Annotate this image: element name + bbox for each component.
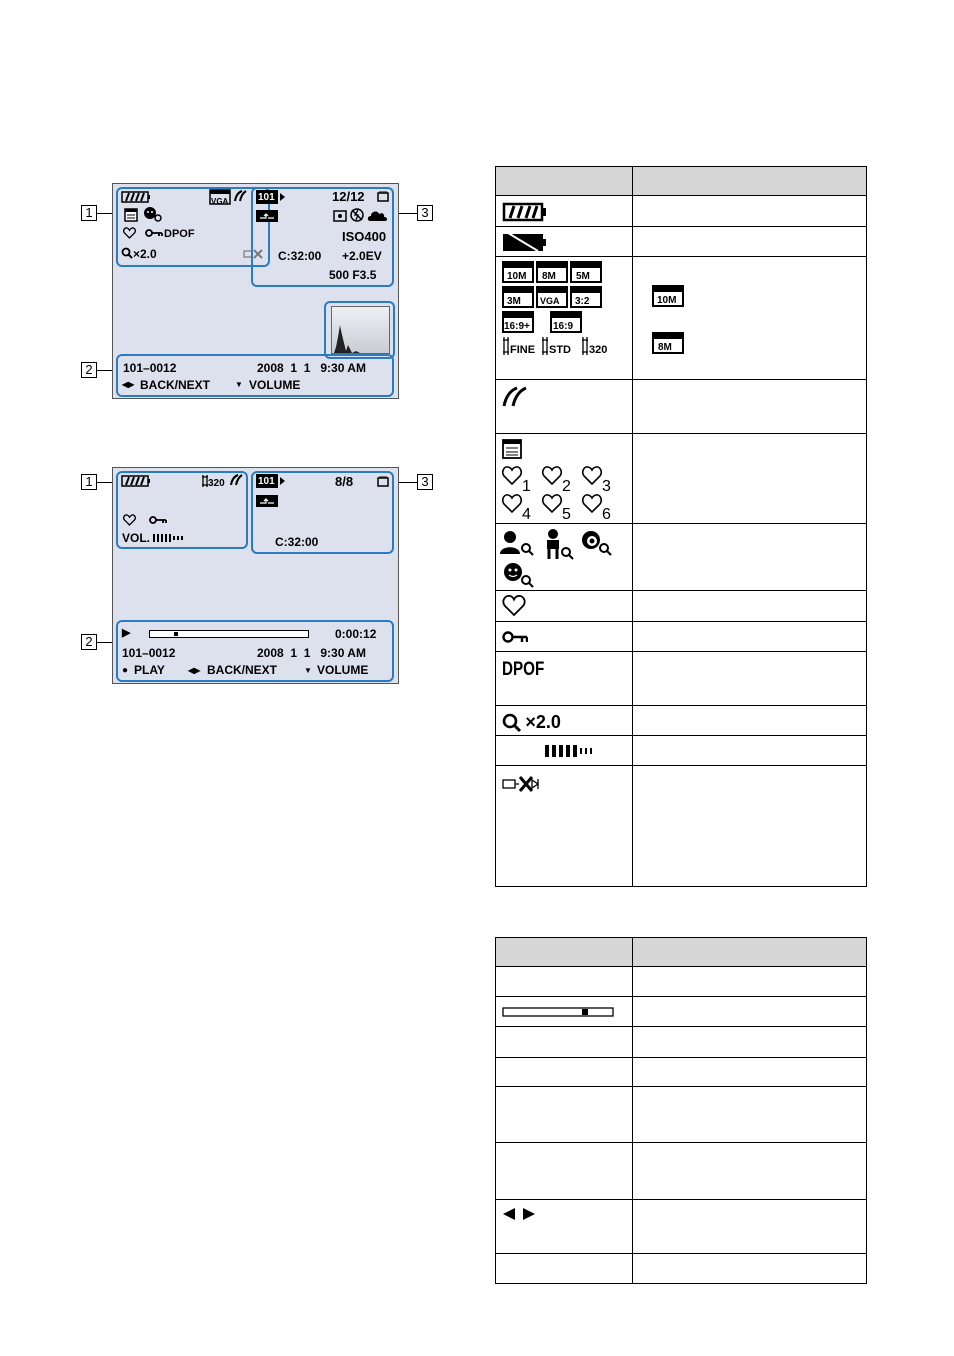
movie-size-label: 320	[208, 478, 225, 489]
folder-transfer-icon	[256, 495, 278, 507]
volume-label: VOLUME	[317, 663, 369, 677]
table-row	[496, 736, 867, 766]
back-next-arrows: ◀▶	[188, 666, 201, 675]
protect-key-icon	[149, 515, 167, 525]
table-row	[496, 1058, 867, 1087]
favorite-number: 2	[562, 478, 571, 495]
image-count: 8/8	[335, 474, 354, 489]
movie-fine-label: FINE	[510, 344, 536, 356]
zoom-value: ×2.0	[525, 712, 561, 732]
callout-leader	[399, 213, 417, 214]
quality-icon	[229, 473, 243, 487]
volume-label: VOLUME	[249, 378, 301, 392]
metering-icon	[333, 210, 347, 222]
size-8m-label: 8M	[542, 271, 556, 282]
still-playback-screen	[112, 183, 399, 399]
memory-icon	[377, 476, 389, 487]
table-cell	[496, 622, 633, 652]
size-3-2-label: 3:2	[575, 296, 590, 307]
white-balance-cloudy-icon	[367, 208, 389, 222]
protect-key-icon	[502, 630, 528, 644]
recording-datetime: 2008 1 1 9:30 AM	[257, 646, 366, 660]
playback-progress-bar[interactable]	[149, 630, 309, 638]
flash-off-icon	[350, 208, 364, 222]
table-cell	[633, 622, 867, 652]
table-cell	[496, 967, 633, 997]
table-cell	[633, 1200, 867, 1254]
favorite-number: 5	[562, 506, 571, 522]
play-dot: ●	[122, 665, 129, 676]
table-cell	[496, 652, 633, 706]
back-next-label: BACK/NEXT	[207, 663, 278, 677]
heart-icon	[123, 514, 136, 526]
back-next-label: BACK/NEXT	[140, 378, 211, 392]
pictbridge-disconnect-icon	[502, 775, 544, 793]
table-row	[496, 524, 867, 591]
battery-empty-icon	[502, 231, 548, 253]
table-cell	[633, 1058, 867, 1087]
table-cell	[633, 652, 867, 706]
table-row	[496, 257, 867, 380]
folder-number: 101	[258, 476, 275, 487]
table-row	[496, 622, 867, 652]
recording-datetime: 2008 1 1 9:30 AM	[257, 361, 366, 375]
table-cell	[633, 1087, 867, 1143]
table-cell	[496, 706, 633, 736]
volume-arrow: ▼	[304, 666, 312, 675]
size-5m-label: 5M	[576, 271, 590, 282]
callout-leader	[97, 482, 112, 483]
table-cell	[496, 997, 633, 1027]
favorite-number: 3	[602, 478, 611, 495]
table-header-cell	[496, 167, 633, 196]
favorite-number: 6	[602, 506, 611, 522]
table-cell	[633, 1254, 867, 1284]
table-cell	[633, 591, 867, 622]
smart-search-icons	[496, 524, 620, 588]
memory-icon	[377, 191, 389, 202]
table-cell	[633, 227, 867, 257]
movie-playback-screen	[112, 467, 399, 684]
table-cell	[496, 1254, 633, 1284]
callout-leader	[97, 642, 112, 643]
table-row	[496, 706, 867, 736]
table-cell	[496, 591, 633, 622]
table-cell	[496, 1087, 633, 1143]
volume-level-indicator	[545, 744, 626, 758]
protect-key-icon	[145, 228, 163, 238]
callout-leader	[399, 482, 417, 483]
table-row	[496, 1027, 867, 1058]
table-row	[496, 434, 867, 524]
table-cell	[633, 196, 867, 227]
zoom-icon	[121, 247, 133, 259]
volume-level-indicator	[153, 533, 183, 543]
favorite-number: 4	[522, 506, 531, 522]
table-cell	[496, 766, 633, 887]
play-label: PLAY	[134, 663, 165, 677]
size-16-9-label: 16:9	[553, 321, 574, 332]
callout-3: 3	[417, 205, 433, 221]
table-cell	[496, 1058, 633, 1087]
shutter-aperture: 500 F3.5	[329, 268, 377, 282]
table-header-cell	[633, 938, 867, 967]
table-row	[496, 1143, 867, 1200]
table-header-cell	[633, 167, 867, 196]
progress-knob[interactable]	[174, 632, 178, 636]
callout-3: 3	[417, 474, 433, 490]
size-vga-label: VGA	[540, 296, 560, 306]
table-cell	[633, 766, 867, 887]
table-cell	[633, 706, 867, 736]
size-description-icons	[633, 257, 853, 377]
table-row	[496, 1200, 867, 1254]
heart-icon	[502, 595, 526, 617]
table-cell	[633, 524, 867, 591]
folder-number: 101	[258, 192, 275, 203]
size-3m-label: 3M	[507, 296, 521, 307]
battery-full-icon	[502, 202, 548, 222]
table-row	[496, 227, 867, 257]
callout-2: 2	[81, 362, 97, 378]
favorite-icons	[496, 434, 620, 522]
dpof-label: DPOF	[164, 228, 195, 240]
size-10m-label: 10M	[657, 295, 677, 306]
histogram	[331, 306, 390, 354]
table-cell	[496, 1143, 633, 1200]
movie-320-label: 320	[589, 344, 608, 356]
table-row	[496, 1087, 867, 1143]
table-cell	[496, 380, 633, 434]
table-cell	[496, 524, 633, 591]
table-row	[496, 196, 867, 227]
callout-1: 1	[81, 205, 97, 221]
table-row	[496, 380, 867, 434]
volume-level-label: VOL.	[122, 531, 151, 545]
table-cell	[633, 380, 867, 434]
table-cell	[496, 1027, 633, 1058]
movie-std-label: STD	[549, 344, 571, 356]
volume-arrow: ▼	[235, 380, 243, 389]
playback-progress-bar-icon	[502, 1007, 614, 1017]
table-row	[496, 766, 867, 887]
battery-icon	[121, 191, 151, 203]
callout-2: 2	[81, 634, 97, 650]
table-cell	[496, 257, 633, 380]
back-next-arrows-icon	[502, 1207, 536, 1221]
table-cell	[633, 257, 867, 380]
table-cell	[633, 1027, 867, 1058]
table-cell	[633, 967, 867, 997]
table-header-cell	[496, 938, 633, 967]
calendar-icon	[124, 208, 138, 222]
table-row	[496, 652, 867, 706]
table-cell	[633, 736, 867, 766]
table-cell	[496, 196, 633, 227]
zoom-icon	[502, 713, 522, 733]
table-cell	[633, 1143, 867, 1200]
table-row	[496, 967, 867, 997]
callout-leader	[97, 370, 112, 371]
favorite-number: 1	[522, 478, 531, 495]
size-8m-label: 8M	[658, 342, 672, 353]
image-count: 12/12	[332, 189, 365, 204]
table-row	[496, 997, 867, 1027]
remaining-time: C:32:00	[275, 535, 319, 549]
table-cell	[496, 434, 633, 524]
callout-leader	[97, 213, 112, 214]
face-search-icon	[143, 206, 163, 222]
folder-transfer-icon	[256, 210, 278, 222]
table-row	[496, 1254, 867, 1284]
zone-2-reference-table	[495, 937, 867, 1284]
table-cell	[496, 1200, 633, 1254]
battery-icon	[121, 475, 151, 487]
remaining-time: C:32:00	[278, 249, 322, 263]
file-number: 101–0012	[123, 361, 177, 375]
dpof-label: DPOF	[502, 659, 545, 680]
zoom-value: ×2.0	[133, 247, 157, 261]
table-cell	[496, 227, 633, 257]
file-number: 101–0012	[122, 646, 176, 660]
image-size-label: VGA	[211, 197, 229, 206]
zone-1-reference-table	[495, 166, 867, 887]
table-cell	[633, 997, 867, 1027]
table-cell	[496, 736, 633, 766]
back-next-arrows: ◀▶	[122, 380, 135, 389]
quality-icon	[502, 386, 528, 408]
callout-1: 1	[81, 474, 97, 490]
size-10m-label: 10M	[507, 271, 527, 282]
image-size-icons	[496, 257, 620, 377]
table-cell	[633, 434, 867, 524]
quality-icon	[233, 189, 247, 203]
iso-value: ISO400	[342, 229, 387, 244]
table-row	[496, 591, 867, 622]
ev-value: +2.0EV	[342, 249, 382, 263]
heart-icon	[123, 227, 136, 239]
size-16-9-plus-label: 16:9+	[504, 321, 530, 332]
elapsed-time: 0:00:12	[335, 627, 377, 641]
playback-state-icon: ▶	[122, 627, 131, 639]
